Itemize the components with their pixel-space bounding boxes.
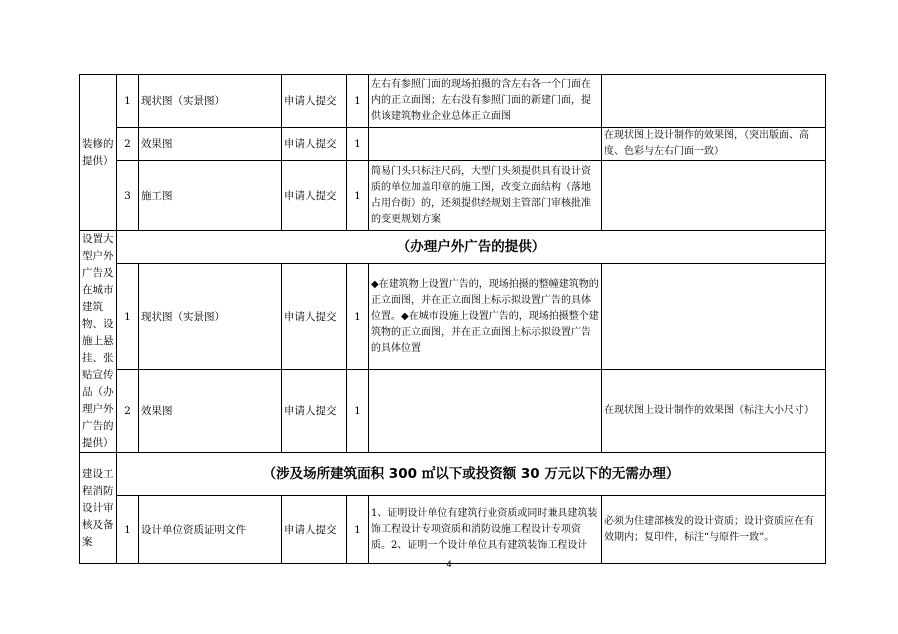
note-text — [602, 161, 826, 231]
submitter: 申请人提交 — [282, 161, 347, 231]
submitter: 申请人提交 — [282, 264, 347, 370]
requirement-text — [369, 370, 602, 453]
table-row — [80, 161, 826, 231]
row-number: 3 — [117, 161, 139, 231]
table-row — [80, 264, 826, 370]
copy-count: 1 — [347, 75, 369, 128]
submitter: 申请人提交 — [282, 75, 347, 128]
note-text — [602, 264, 826, 370]
requirement-text: 左右有参照门面的现场拍摄的含左右各一个门面在内的正立面图；左右没有参照门面的新建门面，提供该建筑物业企业总体正立面图 — [369, 75, 602, 128]
material-name: 现状图（实景图） — [139, 75, 282, 128]
material-name: 设计单位资质证明文件 — [139, 496, 282, 564]
copy-count: 1 — [347, 128, 369, 161]
table-row — [80, 231, 826, 264]
requirement-text — [369, 128, 602, 161]
copy-count: 1 — [347, 264, 369, 370]
material-name: 效果图 — [139, 128, 282, 161]
row-number: 2 — [117, 128, 139, 161]
submitter: 申请人提交 — [282, 496, 347, 564]
copy-count: 1 — [347, 161, 369, 231]
row-number: 1 — [117, 496, 139, 564]
table-row — [80, 75, 826, 128]
category-cell: 装修的提供） — [80, 75, 117, 231]
note-text: 必须为住建部核发的设计资质；设计资质应在有效期内；复印件，标注“与原件一致”。 — [602, 496, 826, 564]
row-number: 1 — [117, 75, 139, 128]
material-name: 效果图 — [139, 370, 282, 453]
table-row — [80, 370, 826, 453]
materials-table — [79, 74, 826, 564]
note-text — [602, 75, 826, 128]
material-name: 施工图 — [139, 161, 282, 231]
requirement-text: 1、证明设计单位有建筑行业资质或同时兼具建筑装饰工程设计专项资质和消防设施工程设计专项资质。2、证明一个设计单位具有建筑装饰工程设计 — [369, 496, 602, 564]
material-name: 现状图（实景图） — [139, 264, 282, 370]
row-number: 1 — [117, 264, 139, 370]
row-number: 2 — [117, 370, 139, 453]
category-cell: 建设工程消防设计审核及备案 — [80, 453, 117, 564]
table-row — [80, 453, 826, 496]
category-cell: 设置大型户外广告及在城市建筑物、设施上悬挂、张贴宣传品（办理户外广告的提供） — [80, 231, 117, 453]
submitter: 申请人提交 — [282, 370, 347, 453]
note-text: 在现状图上设计制作的效果图，（突出版面、高度、色彩与左右门面一致） — [602, 128, 826, 161]
submitter: 申请人提交 — [282, 128, 347, 161]
note-text: 在现状图上设计制作的效果图（标注大小尺寸） — [602, 370, 826, 453]
table-row — [80, 496, 826, 564]
copy-count: 1 — [347, 496, 369, 564]
section-heading: （办理户外广告的提供） — [117, 231, 826, 264]
table-row — [80, 128, 826, 161]
page-number: 4 — [446, 559, 452, 569]
section-heading: （涉及场所建筑面积 300 ㎡以下或投资额 30 万元以下的无需办理） — [117, 453, 826, 496]
requirement-text: 简易门头只标注尺码，大型门头须提供具有设计资质的单位加盖印章的施工图，改变立面结构（落地占用台街）的，还须提供经规划主管部门审核批准的变更规划方案 — [369, 161, 602, 231]
requirement-text: ◆在建筑物上设置广告的，现场拍摄的整幢建筑物的正立面图，并在正立面图上标示拟设置广告的具体位置。◆在城市设施上设置广告的，现场拍摄整个建筑物的正立面图，并在正立面图上标示拟设置广告的具体位置 — [369, 264, 602, 370]
copy-count: 1 — [347, 370, 369, 453]
